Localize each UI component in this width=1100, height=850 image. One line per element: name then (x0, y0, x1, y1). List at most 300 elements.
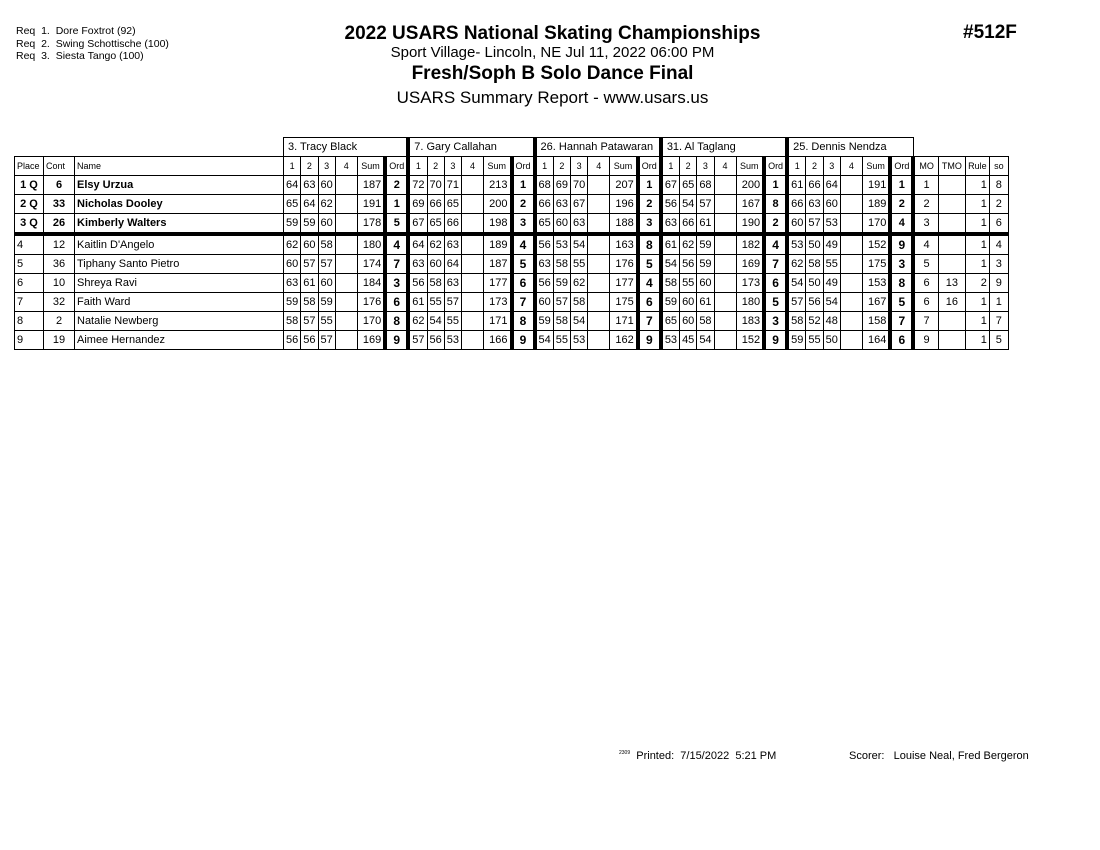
ordinal-cell: 5 (385, 214, 408, 235)
score-sum-cell: 164 (862, 331, 890, 350)
score-sum-cell: 189 (484, 234, 512, 255)
score-4-cell (714, 255, 736, 274)
judge-name: 31. Al Taglang (661, 138, 787, 157)
score-4-cell (335, 255, 357, 274)
score-2-cell: 58 (553, 255, 570, 274)
place-cell: 7 (15, 293, 44, 312)
scorer-info: Scorer: Louise Neal, Fred Bergeron (849, 750, 1029, 762)
score-4-cell (714, 293, 736, 312)
so-cell: 6 (989, 214, 1008, 235)
judge-name: 25. Dennis Nendza (787, 138, 913, 157)
score-4-cell (462, 214, 484, 235)
score-2-cell: 62 (680, 234, 697, 255)
ordinal-cell: 9 (890, 234, 913, 255)
score-1-cell: 62 (408, 312, 427, 331)
ordinal-cell: 1 (764, 176, 787, 195)
contestant-number-cell: 12 (44, 234, 75, 255)
mo-cell: 4 (913, 234, 938, 255)
score-sum-cell: 170 (862, 214, 890, 235)
rule-cell: 2 (965, 274, 989, 293)
venue-datetime: Sport Village- Lincoln, NE Jul 11, 2022 06:00 PM (390, 44, 715, 61)
skater-name-cell: Faith Ward (75, 293, 284, 312)
score-4-cell (840, 293, 862, 312)
score-sum-cell: 162 (610, 331, 638, 350)
score-1-cell: 56 (284, 331, 301, 350)
score-sum-cell: 196 (610, 195, 638, 214)
score-sum-cell: 183 (736, 312, 764, 331)
ordinal-cell: 5 (512, 255, 535, 274)
score-2-cell: 59 (553, 274, 570, 293)
tiny-code: 2309 (619, 750, 631, 756)
ordinal-cell: 4 (890, 214, 913, 235)
contestant-number-cell: 10 (44, 274, 75, 293)
score-2-cell: 63 (301, 176, 318, 195)
ordinal-cell: 4 (512, 234, 535, 255)
rule-cell: 1 (965, 331, 989, 350)
score-4-cell (462, 234, 484, 255)
score-3-cell: 48 (823, 312, 840, 331)
score-3-cell: 63 (444, 274, 461, 293)
ordinal-cell: 2 (385, 176, 408, 195)
printed-info (619, 750, 776, 762)
score-4-cell (714, 331, 736, 350)
score-4-cell (588, 234, 610, 255)
score-1-cell: 59 (787, 331, 806, 350)
score-3-cell: 59 (697, 234, 714, 255)
score-3-cell: 61 (697, 293, 714, 312)
score-4-cell (840, 195, 862, 214)
printed-timestamp: Printed: 7/15/2022 5:21 PM (636, 750, 777, 762)
score-3-cell: 53 (571, 331, 588, 350)
score-sum-cell: 176 (610, 255, 638, 274)
score-4-cell (714, 195, 736, 214)
col-header-s4: 4 (840, 157, 862, 176)
score-3-cell: 60 (318, 214, 335, 235)
blank-cell (15, 138, 284, 157)
contestant-number-cell: 33 (44, 195, 75, 214)
results-table (14, 137, 1009, 350)
score-1-cell: 61 (661, 234, 680, 255)
score-1-cell: 64 (284, 176, 301, 195)
score-3-cell: 57 (318, 255, 335, 274)
col-header-name: Name (75, 157, 284, 176)
score-4-cell (840, 234, 862, 255)
place-cell: 8 (15, 312, 44, 331)
skater-name-cell: Tiphany Santo Pietro (75, 255, 284, 274)
score-2-cell: 54 (427, 312, 444, 331)
score-4-cell (462, 312, 484, 331)
table-row (15, 293, 1009, 312)
score-4-cell (714, 234, 736, 255)
score-3-cell: 59 (318, 293, 335, 312)
score-1-cell: 53 (661, 331, 680, 350)
ordinal-cell: 1 (512, 176, 535, 195)
score-2-cell: 56 (680, 255, 697, 274)
score-4-cell (840, 214, 862, 235)
score-1-cell: 63 (284, 274, 301, 293)
score-sum-cell: 187 (357, 176, 385, 195)
score-2-cell: 55 (427, 293, 444, 312)
score-sum-cell: 200 (484, 195, 512, 214)
score-sum-cell: 169 (357, 331, 385, 350)
ordinal-cell: 8 (385, 312, 408, 331)
score-sum-cell: 153 (862, 274, 890, 293)
col-header-s3: 3 (444, 157, 461, 176)
score-1-cell: 67 (661, 176, 680, 195)
col-header-s1: 1 (787, 157, 806, 176)
score-2-cell: 52 (806, 312, 823, 331)
score-4-cell (840, 312, 862, 331)
ordinal-cell: 6 (512, 274, 535, 293)
tmo-cell (938, 176, 965, 195)
contestant-number-cell: 2 (44, 312, 75, 331)
score-sum-cell: 171 (610, 312, 638, 331)
ordinal-cell: 1 (638, 176, 661, 195)
tmo-cell (938, 214, 965, 235)
tmo-cell (938, 234, 965, 255)
score-1-cell: 61 (408, 293, 427, 312)
score-sum-cell: 158 (862, 312, 890, 331)
score-2-cell: 66 (806, 176, 823, 195)
mo-cell: 3 (913, 214, 938, 235)
report-name: USARS Summary Report - www.usars.us (396, 88, 709, 107)
tmo-cell: 13 (938, 274, 965, 293)
ordinal-cell: 8 (764, 195, 787, 214)
skater-name-cell: Elsy Urzua (75, 176, 284, 195)
skater-name-cell: Aimee Hernandez (75, 331, 284, 350)
score-sum-cell: 178 (357, 214, 385, 235)
column-header-row (15, 157, 1009, 176)
tmo-cell (938, 331, 965, 350)
ordinal-cell: 6 (890, 331, 913, 350)
tmo-cell (938, 195, 965, 214)
score-3-cell: 59 (697, 255, 714, 274)
score-4-cell (714, 176, 736, 195)
mo-cell: 1 (913, 176, 938, 195)
score-4-cell (588, 274, 610, 293)
rule-cell: 1 (965, 214, 989, 235)
score-1-cell: 59 (661, 293, 680, 312)
score-4-cell (840, 274, 862, 293)
contestant-number-cell: 19 (44, 331, 75, 350)
table-row (15, 234, 1009, 255)
score-4-cell (840, 255, 862, 274)
score-sum-cell: 171 (484, 312, 512, 331)
score-sum-cell: 207 (610, 176, 638, 195)
col-header-s4: 4 (588, 157, 610, 176)
score-2-cell: 58 (427, 274, 444, 293)
score-2-cell: 58 (301, 293, 318, 312)
score-1-cell: 57 (408, 331, 427, 350)
score-1-cell: 63 (408, 255, 427, 274)
score-sum-cell: 180 (736, 293, 764, 312)
score-4-cell (588, 176, 610, 195)
col-header-sum: Sum (736, 157, 764, 176)
skater-name-cell: Nicholas Dooley (75, 195, 284, 214)
score-3-cell: 55 (444, 312, 461, 331)
col-header-s4: 4 (714, 157, 736, 176)
score-1-cell: 60 (787, 214, 806, 235)
col-header-s2: 2 (680, 157, 697, 176)
col-header-s1: 1 (284, 157, 301, 176)
contestant-number-cell: 32 (44, 293, 75, 312)
score-1-cell: 58 (284, 312, 301, 331)
skater-name-cell: Shreya Ravi (75, 274, 284, 293)
col-header-ord: Ord (890, 157, 913, 176)
score-4-cell (840, 331, 862, 350)
score-1-cell: 58 (661, 274, 680, 293)
score-3-cell: 58 (571, 293, 588, 312)
ordinal-cell: 6 (385, 293, 408, 312)
table-row (15, 331, 1009, 350)
score-sum-cell: 182 (736, 234, 764, 255)
score-2-cell: 57 (301, 255, 318, 274)
ordinal-cell: 3 (638, 214, 661, 235)
score-sum-cell: 166 (484, 331, 512, 350)
col-header-s3: 3 (571, 157, 588, 176)
ordinal-cell: 7 (890, 312, 913, 331)
ordinal-cell: 8 (890, 274, 913, 293)
rule-cell: 1 (965, 176, 989, 195)
col-header-s1: 1 (408, 157, 427, 176)
score-1-cell: 65 (284, 195, 301, 214)
score-sum-cell: 191 (862, 176, 890, 195)
score-4-cell (335, 274, 357, 293)
score-3-cell: 61 (697, 214, 714, 235)
score-4-cell (462, 293, 484, 312)
col-header-s3: 3 (697, 157, 714, 176)
col-header-s4: 4 (462, 157, 484, 176)
score-2-cell: 55 (680, 274, 697, 293)
contestant-number-cell: 26 (44, 214, 75, 235)
table-row (15, 176, 1009, 195)
score-1-cell: 66 (535, 195, 554, 214)
col-header-ord: Ord (764, 157, 787, 176)
score-1-cell: 63 (661, 214, 680, 235)
place-cell: 9 (15, 331, 44, 350)
score-2-cell: 54 (680, 195, 697, 214)
score-3-cell: 53 (823, 214, 840, 235)
score-2-cell: 50 (806, 274, 823, 293)
col-header-sum: Sum (610, 157, 638, 176)
table-row (15, 274, 1009, 293)
skater-name-cell: Kaitlin D'Angelo (75, 234, 284, 255)
score-2-cell: 55 (553, 331, 570, 350)
score-1-cell: 59 (535, 312, 554, 331)
score-4-cell (335, 176, 357, 195)
mo-cell: 9 (913, 331, 938, 350)
ordinal-cell: 7 (385, 255, 408, 274)
score-1-cell: 63 (535, 255, 554, 274)
ordinal-cell: 2 (890, 195, 913, 214)
col-header-s4: 4 (335, 157, 357, 176)
score-1-cell: 60 (535, 293, 554, 312)
col-header-mo: MO (913, 157, 938, 176)
score-sum-cell: 174 (357, 255, 385, 274)
score-2-cell: 57 (553, 293, 570, 312)
score-1-cell: 56 (408, 274, 427, 293)
score-sum-cell: 200 (736, 176, 764, 195)
score-3-cell: 63 (571, 214, 588, 235)
score-1-cell: 65 (661, 312, 680, 331)
mo-cell: 7 (913, 312, 938, 331)
score-4-cell (714, 312, 736, 331)
so-cell: 3 (989, 255, 1008, 274)
score-1-cell: 66 (787, 195, 806, 214)
score-2-cell: 63 (806, 195, 823, 214)
col-header-s1: 1 (535, 157, 554, 176)
col-header-rule: Rule (965, 157, 989, 176)
col-header-s1: 1 (661, 157, 680, 176)
col-header-sum: Sum (862, 157, 890, 176)
score-4-cell (462, 331, 484, 350)
col-header-s3: 3 (823, 157, 840, 176)
event-name: Fresh/Soph B Solo Dance Final (411, 63, 694, 84)
ordinal-cell: 2 (638, 195, 661, 214)
score-1-cell: 64 (408, 234, 427, 255)
score-2-cell: 62 (427, 234, 444, 255)
required-dance-3: Req 3. Siesta Tango (100) (16, 50, 144, 62)
score-3-cell: 57 (318, 331, 335, 350)
ordinal-cell: 1 (385, 195, 408, 214)
score-4-cell (588, 312, 610, 331)
score-sum-cell: 175 (610, 293, 638, 312)
score-2-cell: 57 (806, 214, 823, 235)
ordinal-cell: 4 (385, 234, 408, 255)
score-3-cell: 54 (571, 312, 588, 331)
score-4-cell (462, 195, 484, 214)
mo-cell: 6 (913, 293, 938, 312)
col-header-so: so (989, 157, 1008, 176)
judge-header-row (15, 138, 1009, 157)
score-sum-cell: 191 (357, 195, 385, 214)
ordinal-cell: 3 (764, 312, 787, 331)
ordinal-cell: 4 (764, 234, 787, 255)
blank-cell (913, 138, 1008, 157)
tmo-cell: 16 (938, 293, 965, 312)
score-sum-cell: 213 (484, 176, 512, 195)
score-1-cell: 54 (661, 255, 680, 274)
score-2-cell: 65 (427, 214, 444, 235)
score-3-cell: 58 (697, 312, 714, 331)
score-2-cell: 60 (427, 255, 444, 274)
competition-title: 2022 USARS National Skating Championships (344, 23, 761, 44)
score-1-cell: 72 (408, 176, 427, 195)
ordinal-cell: 6 (764, 274, 787, 293)
score-1-cell: 60 (284, 255, 301, 274)
score-sum-cell: 190 (736, 214, 764, 235)
score-4-cell (840, 176, 862, 195)
score-2-cell: 53 (553, 234, 570, 255)
score-1-cell: 67 (408, 214, 427, 235)
score-4-cell (335, 214, 357, 235)
score-2-cell: 56 (806, 293, 823, 312)
score-2-cell: 59 (301, 214, 318, 235)
score-2-cell: 61 (301, 274, 318, 293)
score-3-cell: 60 (318, 176, 335, 195)
skater-name-cell: Kimberly Walters (75, 214, 284, 235)
so-cell: 9 (989, 274, 1008, 293)
score-1-cell: 54 (787, 274, 806, 293)
mo-cell: 6 (913, 274, 938, 293)
score-sum-cell: 167 (862, 293, 890, 312)
ordinal-cell: 9 (385, 331, 408, 350)
place-cell: 4 (15, 234, 44, 255)
place-cell: 5 (15, 255, 44, 274)
score-4-cell (588, 195, 610, 214)
col-header-ord: Ord (385, 157, 408, 176)
score-1-cell: 53 (787, 234, 806, 255)
contestant-number-cell: 6 (44, 176, 75, 195)
table-row (15, 312, 1009, 331)
so-cell: 1 (989, 293, 1008, 312)
table-row (15, 255, 1009, 274)
score-2-cell: 58 (553, 312, 570, 331)
score-4-cell (714, 214, 736, 235)
place-cell: 1 Q (15, 176, 44, 195)
score-sum-cell: 152 (736, 331, 764, 350)
score-3-cell: 50 (823, 331, 840, 350)
so-cell: 4 (989, 234, 1008, 255)
place-cell: 3 Q (15, 214, 44, 235)
score-2-cell: 70 (427, 176, 444, 195)
col-header-s2: 2 (427, 157, 444, 176)
score-2-cell: 60 (680, 293, 697, 312)
ordinal-cell: 3 (385, 274, 408, 293)
score-1-cell: 59 (284, 293, 301, 312)
ordinal-cell: 9 (638, 331, 661, 350)
score-2-cell: 55 (806, 331, 823, 350)
col-header-cont: Cont (44, 157, 75, 176)
ordinal-cell: 5 (890, 293, 913, 312)
score-3-cell: 49 (823, 234, 840, 255)
score-3-cell: 54 (823, 293, 840, 312)
score-sum-cell: 176 (357, 293, 385, 312)
score-4-cell (588, 293, 610, 312)
score-4-cell (588, 214, 610, 235)
so-cell: 2 (989, 195, 1008, 214)
score-1-cell: 61 (787, 176, 806, 195)
mo-cell: 5 (913, 255, 938, 274)
so-cell: 5 (989, 331, 1008, 350)
score-3-cell: 54 (571, 234, 588, 255)
required-dances-list (16, 25, 169, 63)
ordinal-cell: 9 (764, 331, 787, 350)
score-4-cell (588, 255, 610, 274)
col-header-ord: Ord (512, 157, 535, 176)
place-cell: 2 Q (15, 195, 44, 214)
ordinal-cell: 7 (512, 293, 535, 312)
col-header-sum: Sum (484, 157, 512, 176)
ordinal-cell: 5 (638, 255, 661, 274)
score-sum-cell: 152 (862, 234, 890, 255)
score-2-cell: 57 (301, 312, 318, 331)
ordinal-cell: 7 (638, 312, 661, 331)
score-sum-cell: 173 (736, 274, 764, 293)
score-3-cell: 55 (571, 255, 588, 274)
col-header-place: Place (15, 157, 44, 176)
ordinal-cell: 1 (890, 176, 913, 195)
table-row (15, 214, 1009, 235)
rule-cell: 1 (965, 312, 989, 331)
score-2-cell: 63 (553, 195, 570, 214)
ordinal-cell: 7 (764, 255, 787, 274)
col-header-s3: 3 (318, 157, 335, 176)
score-2-cell: 66 (680, 214, 697, 235)
ordinal-cell: 8 (512, 312, 535, 331)
ordinal-cell: 2 (512, 195, 535, 214)
event-number: #512F (963, 22, 1017, 43)
